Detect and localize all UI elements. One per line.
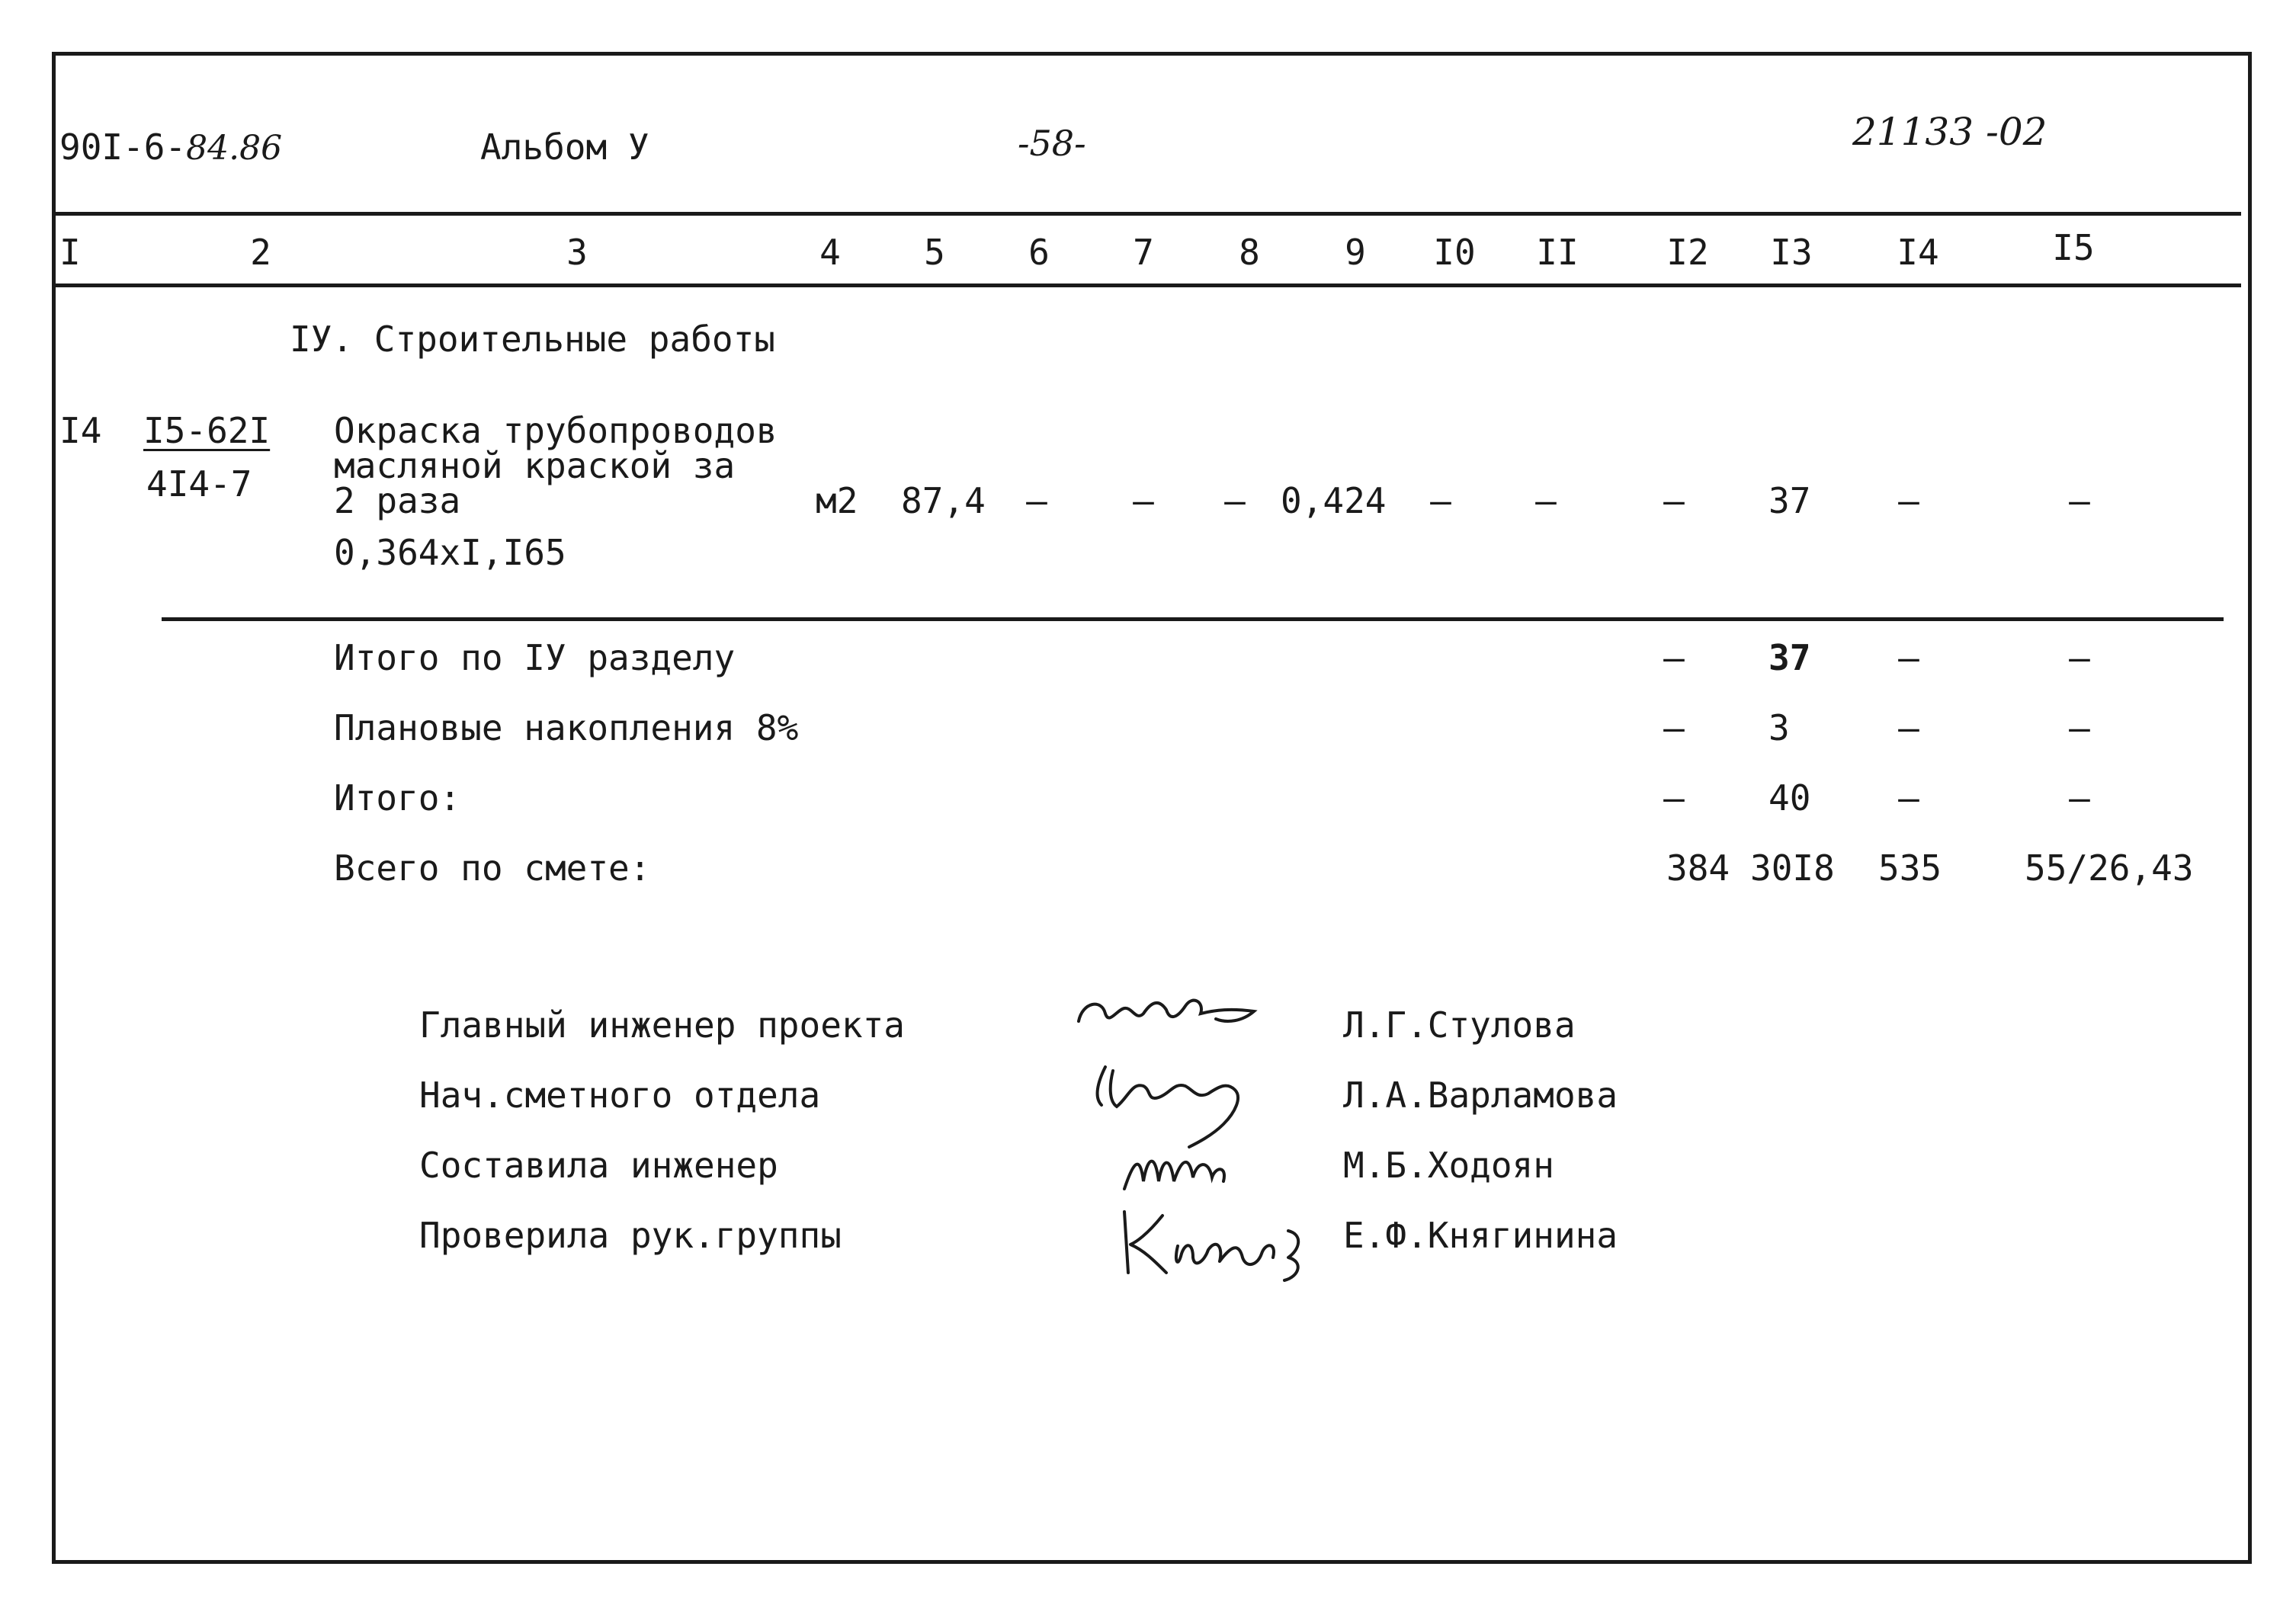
row-col-10: – <box>1430 480 1451 521</box>
row-col-9: 0,424 <box>1281 480 1387 521</box>
col-header-15: I5 <box>2052 227 2095 268</box>
row-col-15: – <box>2069 480 2090 521</box>
grand-total-label: Всего по смете: <box>334 847 651 889</box>
total-section-c12: – <box>1663 637 1685 678</box>
row-desc-line-2: масляной краской за <box>334 445 736 486</box>
row-desc-line-3: 2 раза <box>334 480 461 521</box>
col-header-9: 9 <box>1345 232 1366 273</box>
signature-name-3: М.Б.Ходоян <box>1343 1145 1554 1186</box>
col-header-5: 5 <box>924 232 945 273</box>
total-section-c13: 37 <box>1768 637 1811 678</box>
doc-number: 21133 -02 <box>1852 110 2047 154</box>
subtotal-c12: – <box>1663 777 1685 819</box>
col-header-11: II <box>1536 232 1579 273</box>
signature-mark-4 <box>1109 1200 1315 1284</box>
row-desc-line-4: 0,364хI,I65 <box>334 532 566 573</box>
subtotal-label: Итого: <box>334 777 461 819</box>
row-col-12: – <box>1663 480 1685 521</box>
planned-savings-c12: – <box>1663 707 1685 748</box>
row-col-8: – <box>1224 480 1246 521</box>
col-header-12: I2 <box>1666 232 1709 273</box>
row-number: I4 <box>59 410 102 451</box>
col-header-1: I <box>59 232 81 273</box>
project-code-prefix: 90I-6- <box>59 127 187 168</box>
album-title: Альбом У <box>480 127 649 168</box>
col-header-14: I4 <box>1897 232 1939 273</box>
header-rule-top <box>55 212 2241 216</box>
signature-mark-1 <box>1071 979 1292 1040</box>
col-header-6: 6 <box>1028 232 1050 273</box>
signature-mark-3 <box>1113 1136 1265 1204</box>
row-code-bottom: 4I4-7 <box>146 463 252 505</box>
row-col-14: – <box>1898 480 1919 521</box>
row-col-6: – <box>1026 480 1047 521</box>
signature-role-1: Главный инженер проекта <box>419 1004 905 1046</box>
signature-role-2: Нач.сметного отдела <box>419 1075 821 1116</box>
planned-savings-label: Плановые накопления 8% <box>334 707 799 748</box>
col-header-2: 2 <box>250 232 271 273</box>
col-header-7: 7 <box>1133 232 1154 273</box>
col-header-13: I3 <box>1770 232 1813 273</box>
grand-total-c14: 535 <box>1878 847 1942 889</box>
section-title: IУ. Строительные работы <box>290 319 775 360</box>
row-col-13: 37 <box>1768 480 1811 521</box>
total-section-c15: – <box>2069 637 2090 678</box>
signature-role-3: Составила инженер <box>419 1145 778 1186</box>
col-header-4: 4 <box>819 232 841 273</box>
row-desc-line-1: Окраска трубопроводов <box>334 410 778 451</box>
subtotal-c15: – <box>2069 777 2090 819</box>
signature-name-4: Е.Ф.Княгинина <box>1343 1215 1618 1256</box>
row-quantity: 87,4 <box>901 480 986 521</box>
grand-total-c12: 384 <box>1666 847 1730 889</box>
row-col-11: – <box>1535 480 1557 521</box>
col-header-10: I0 <box>1433 232 1476 273</box>
project-code-handwritten: 84.86 <box>186 129 283 168</box>
planned-savings-c15: – <box>2069 707 2090 748</box>
subtotal-c14: – <box>1898 777 1919 819</box>
page-number: -58- <box>1018 123 1086 164</box>
project-code <box>59 127 283 168</box>
total-section-label: Итого по IУ разделу <box>334 637 736 678</box>
total-section-c14: – <box>1898 637 1919 678</box>
header-rule-bottom <box>55 284 2241 287</box>
subtotal-c13: 40 <box>1768 777 1811 819</box>
col-header-8: 8 <box>1239 232 1260 273</box>
signature-name-1: Л.Г.Стулова <box>1343 1004 1576 1046</box>
totals-rule <box>162 617 2224 621</box>
row-col-7: – <box>1133 480 1154 521</box>
col-header-3: 3 <box>566 232 588 273</box>
row-unit: м2 <box>816 480 858 521</box>
signature-role-4: Проверила рук.группы <box>419 1215 842 1256</box>
grand-total-c15: 55/26,43 <box>2025 847 2194 889</box>
grand-total-c13: 30I8 <box>1750 847 1835 889</box>
row-code-top: I5-62I <box>143 410 271 451</box>
planned-savings-c14: – <box>1898 707 1919 748</box>
signature-name-2: Л.А.Варламова <box>1343 1075 1618 1116</box>
planned-savings-c13: 3 <box>1768 707 1790 748</box>
